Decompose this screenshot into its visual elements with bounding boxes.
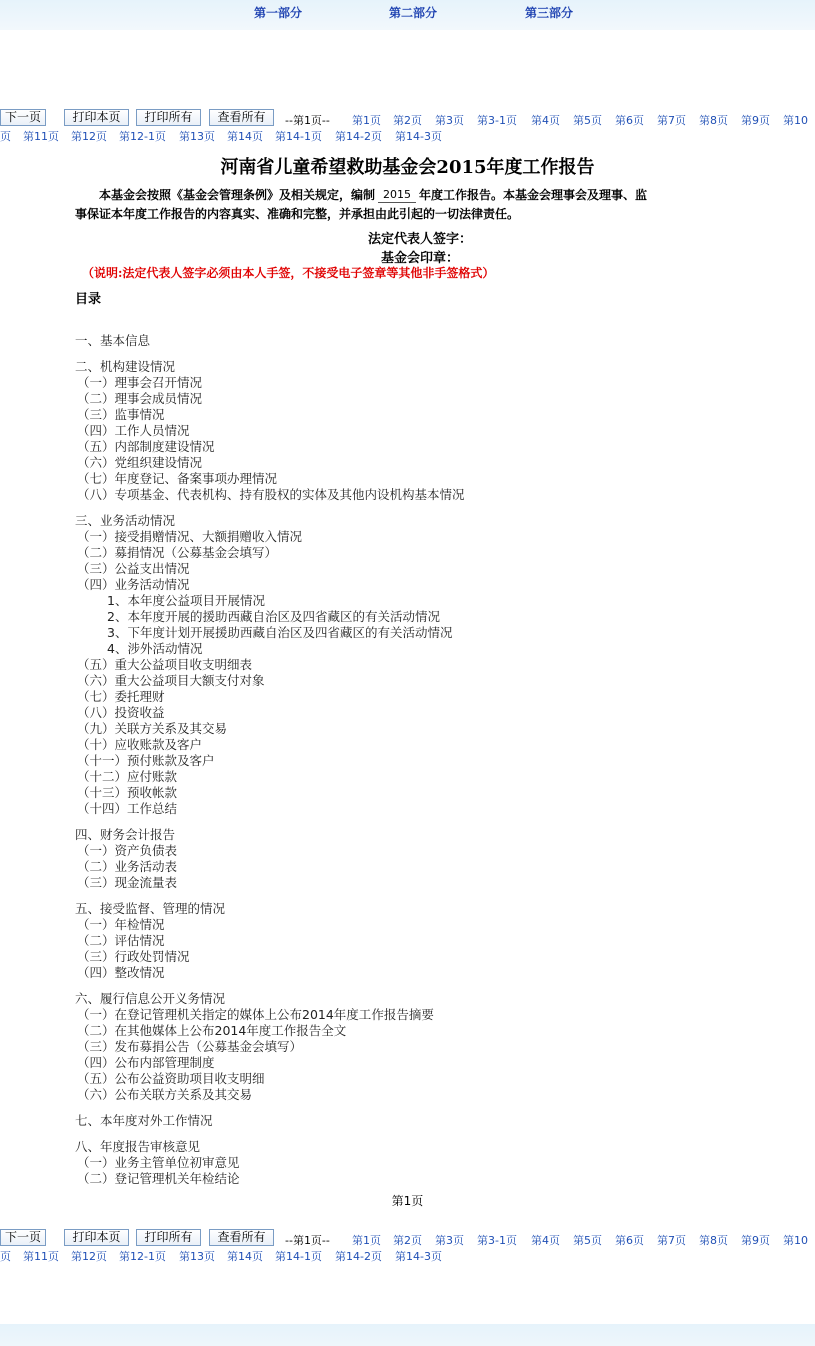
page-link[interactable]: 第3-1页 xyxy=(477,1234,517,1247)
toc-section xyxy=(75,359,775,503)
toc-section xyxy=(75,333,775,349)
page-link[interactable]: 第13页 xyxy=(179,1250,215,1263)
intro-text-before: 本基金会按照《基金会管理条例》及相关规定，编制 xyxy=(99,188,376,202)
toc-subitem: 2、本年度开展的援助西藏自治区及四省藏区的有关活动情况 xyxy=(107,609,440,624)
report-title: 河南省儿童希望救助基金会2015年度工作报告 xyxy=(220,157,595,178)
toc-section-title: 七、本年度对外工作情况 xyxy=(75,1113,213,1128)
page-link[interactable]: 第6页 xyxy=(615,114,644,127)
intro-line-2: 事保证本年度工作报告的内容真实、准确和完整，并承担由此引起的一切法律责任。 xyxy=(75,207,520,221)
page-link[interactable]: 第4页 xyxy=(531,114,560,127)
next-page-button[interactable]: 下一页 xyxy=(0,1229,46,1246)
page-link[interactable]: 第5页 xyxy=(573,114,602,127)
toc-item: （七）年度登记、备案事项办理情况 xyxy=(77,471,278,486)
toc-item: （六）党组织建设情况 xyxy=(77,455,203,470)
signature-notice: （说明:法定代表人签字必须由本人手签，不接受电子签章等其他非手签格式） xyxy=(82,266,495,280)
toc-item: （七）委托理财 xyxy=(77,689,165,704)
toc-item: （一）年检情况 xyxy=(77,917,165,932)
page-link[interactable]: 第3页 xyxy=(435,114,464,127)
toc-item: （十）应收账款及客户 xyxy=(77,737,203,752)
toc-section xyxy=(75,1139,775,1187)
page-link[interactable]: 第14-3页 xyxy=(395,1250,442,1263)
toc-item: （八）投资收益 xyxy=(77,705,165,720)
page-link[interactable]: 第14页 xyxy=(227,130,263,143)
page-link[interactable]: 第14页 xyxy=(227,1250,263,1263)
toc-section-title: 二、机构建设情况 xyxy=(75,359,176,374)
page-link[interactable]: 第7页 xyxy=(657,1234,686,1247)
print-page-button[interactable]: 打印本页 xyxy=(64,1229,129,1246)
intro-paragraph xyxy=(75,186,755,224)
toc-item: （六）公布关联方关系及其交易 xyxy=(77,1087,253,1102)
toc-section-title: 四、财务会计报告 xyxy=(75,827,176,842)
page-link[interactable]: 第2页 xyxy=(393,1234,422,1247)
page-link[interactable]: 第14-3页 xyxy=(395,130,442,143)
page-link[interactable]: 第2页 xyxy=(393,114,422,127)
toc-section-title: 一、基本信息 xyxy=(75,333,151,348)
toc-item: （四）整改情况 xyxy=(77,965,165,980)
toc-item: （三）发布募捐公告（公募基金会填写） xyxy=(77,1039,303,1054)
toc-section-title: 五、接受监督、管理的情况 xyxy=(75,901,226,916)
page-link[interactable]: 第11页 xyxy=(23,130,59,143)
print-all-button[interactable]: 打印所有 xyxy=(136,109,201,126)
print-all-button[interactable]: 打印所有 xyxy=(136,1229,201,1246)
toc-item: （二）评估情况 xyxy=(77,933,165,948)
toc-section xyxy=(75,991,775,1103)
page-link[interactable]: 第3-1页 xyxy=(477,114,517,127)
bottom-bar xyxy=(0,1324,815,1346)
page-link[interactable]: 第3页 xyxy=(435,1234,464,1247)
page-link[interactable]: 第9页 xyxy=(741,1234,770,1247)
page-link[interactable]: 第12页 xyxy=(71,1250,107,1263)
page-link[interactable]: 第14-1页 xyxy=(275,1250,322,1263)
page-link[interactable]: 页 xyxy=(0,1250,11,1263)
toc-item: （十一）预付账款及客户 xyxy=(77,753,215,768)
print-page-button[interactable]: 打印本页 xyxy=(64,109,129,126)
intro-text-after: 年度工作报告。本基金会理事会及理事、监 xyxy=(419,188,648,202)
pager-top xyxy=(0,109,815,147)
page-link[interactable]: 第5页 xyxy=(573,1234,602,1247)
page-link[interactable]: 第10 xyxy=(783,1234,808,1247)
page-link[interactable]: 第7页 xyxy=(657,114,686,127)
page-link[interactable]: 第12-1页 xyxy=(119,130,166,143)
toc-subitem: 1、本年度公益项目开展情况 xyxy=(107,593,265,608)
page-link[interactable]: 第14-2页 xyxy=(335,130,382,143)
toc-title: 目录 xyxy=(75,292,102,307)
toc-item: （四）工作人员情况 xyxy=(77,423,190,438)
nav-part-1[interactable]: 第一部分 xyxy=(254,6,303,20)
toc-subitem: 3、下年度计划开展援助西藏自治区及四省藏区的有关活动情况 xyxy=(107,625,453,640)
toc-section xyxy=(75,827,775,891)
page-link[interactable]: 第10 xyxy=(783,114,808,127)
current-page-indicator: --第1页-- xyxy=(285,1234,330,1247)
toc-item: （十二）应付账款 xyxy=(77,769,178,784)
toc-section-title: 八、年度报告审核意见 xyxy=(75,1139,201,1154)
toc-item: （三）公益支出情况 xyxy=(77,561,190,576)
toc-item: （五）重大公益项目收支明细表 xyxy=(77,657,253,672)
page-link[interactable]: 第14-2页 xyxy=(335,1250,382,1263)
legal-rep-signature-label: 法定代表人签字： xyxy=(367,232,472,247)
toc-item: （九）关联方关系及其交易 xyxy=(77,721,228,736)
toc-section xyxy=(75,513,775,817)
toc-item: （二）业务活动表 xyxy=(77,859,178,874)
page-link[interactable]: 第12页 xyxy=(71,130,107,143)
toc-item: （一）业务主管单位初审意见 xyxy=(77,1155,240,1170)
toc-section xyxy=(75,901,775,981)
toc-item: （二）登记管理机关年检结论 xyxy=(77,1171,240,1186)
page-link[interactable]: 第9页 xyxy=(741,114,770,127)
page-link[interactable]: 第6页 xyxy=(615,1234,644,1247)
toc-item: （三）现金流量表 xyxy=(77,875,178,890)
page-link[interactable]: 第12-1页 xyxy=(119,1250,166,1263)
foundation-seal-label: 基金会印章： xyxy=(380,251,459,266)
toc-section-title: 六、履行信息公开义务情况 xyxy=(75,991,226,1006)
page-link[interactable]: 第1页 xyxy=(352,1234,381,1247)
next-page-button[interactable]: 下一页 xyxy=(0,109,46,126)
page-link[interactable]: 页 xyxy=(0,130,11,143)
nav-part-3[interactable]: 第三部分 xyxy=(525,6,574,20)
view-all-button[interactable]: 查看所有 xyxy=(209,109,274,126)
intro-line-1 xyxy=(75,186,755,205)
toc-item: （四）业务活动情况 xyxy=(77,577,190,592)
view-all-button[interactable]: 查看所有 xyxy=(209,1229,274,1246)
pager-bottom xyxy=(0,1229,815,1267)
toc-item: （八）专项基金、代表机构、持有股权的实体及其他内设机构基本情况 xyxy=(77,487,465,502)
toc-item: （一）在登记管理机关指定的媒体上公布2014年度工作报告摘要 xyxy=(77,1007,434,1022)
top-nav-bar xyxy=(0,0,815,30)
page-link[interactable]: 第4页 xyxy=(531,1234,560,1247)
page-link[interactable]: 第8页 xyxy=(699,114,728,127)
page-link[interactable]: 第11页 xyxy=(23,1250,59,1263)
table-of-contents xyxy=(75,333,775,1197)
toc-item: （四）公布内部管理制度 xyxy=(77,1055,215,1070)
toc-item: （六）重大公益项目大额支付对象 xyxy=(77,673,265,688)
toc-item: （五）公布公益资助项目收支明细 xyxy=(77,1071,265,1086)
toc-item: （一）资产负债表 xyxy=(77,843,178,858)
current-page-indicator: --第1页-- xyxy=(285,114,330,127)
page-link[interactable]: 第13页 xyxy=(179,130,215,143)
page-link[interactable]: 第1页 xyxy=(352,114,381,127)
nav-part-2[interactable]: 第二部分 xyxy=(389,6,438,20)
toc-item: （二）在其他媒体上公布2014年度工作报告全文 xyxy=(77,1023,347,1038)
toc-item: （二）理事会成员情况 xyxy=(77,391,203,406)
toc-section xyxy=(75,1113,775,1129)
toc-item: （十三）预收帐款 xyxy=(77,785,178,800)
toc-item: （五）内部制度建设情况 xyxy=(77,439,215,454)
toc-item: （二）募捐情况（公募基金会填写） xyxy=(77,545,278,560)
page-link[interactable]: 第8页 xyxy=(699,1234,728,1247)
toc-item: （十四）工作总结 xyxy=(77,801,178,816)
toc-section-title: 三、业务活动情况 xyxy=(75,513,176,528)
page-link[interactable]: 第14-1页 xyxy=(275,130,322,143)
page-number: 第1页 xyxy=(391,1194,424,1208)
toc-item: （一）接受捐赠情况、大额捐赠收入情况 xyxy=(77,529,303,544)
toc-item: （三）行政处罚情况 xyxy=(77,949,190,964)
toc-subitem: 4、涉外活动情况 xyxy=(107,641,203,656)
toc-item: （三）监事情况 xyxy=(77,407,165,422)
toc-item: （一）理事会召开情况 xyxy=(77,375,203,390)
report-year-field: 2015 xyxy=(378,188,416,203)
